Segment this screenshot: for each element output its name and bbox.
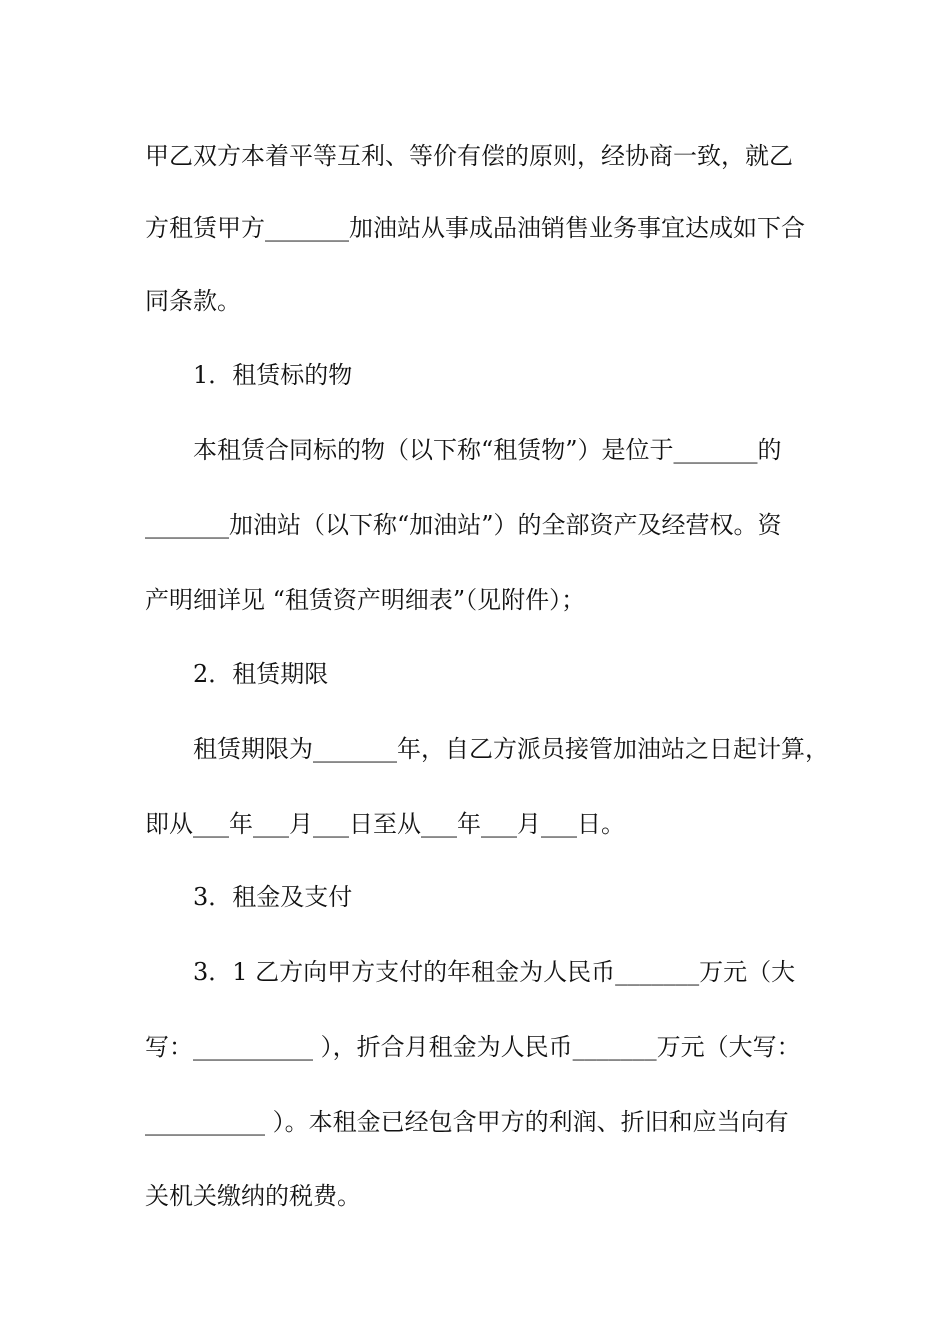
section-heading-lease-object: 1．租赁标的物 (193, 361, 353, 389)
paragraph-lease-term-line-1: 租赁期限为_______年，自乙方派员接管加油站之日起计算， (193, 735, 829, 763)
paragraph-lease-object-line-1: 本租赁合同标的物（以下称“租赁物”）是位于_______的 (193, 436, 782, 464)
paragraph-intro-line-3: 同条款。 (145, 287, 241, 315)
paragraph-rent-line-4: 关机关缴纳的税费。 (145, 1182, 361, 1210)
section-heading-rent-payment: 3．租金及支付 (193, 883, 353, 911)
section-heading-lease-term: 2．租赁期限 (193, 660, 329, 688)
paragraph-intro-line-2: 方租赁甲方_______加油站从事成品油销售业务事宜达成如下合 (145, 214, 805, 242)
paragraph-rent-line-3: __________ ）。本租金已经包含甲方的利润、折旧和应当向有 (145, 1108, 789, 1136)
paragraph-lease-object-line-3: 产明细详见 “租赁资产明细表”（见附件）； (145, 586, 586, 614)
paragraph-rent-line-2: 写：__________ ），折合月租金为人民币_______万元（大写： (145, 1033, 801, 1061)
paragraph-intro-line-1: 甲乙双方本着平等互利、等价有偿的原则，经协商一致，就乙 (145, 142, 793, 170)
paragraph-lease-term-line-2: 即从___年___月___日至从___年___月___日。 (145, 810, 625, 838)
paragraph-rent-line-1: 3．1 乙方向甲方支付的年租金为人民币_______万元（大 (193, 958, 796, 986)
paragraph-lease-object-line-2: _______加油站（以下称“加油站”）的全部资产及经营权。资 (145, 511, 782, 539)
